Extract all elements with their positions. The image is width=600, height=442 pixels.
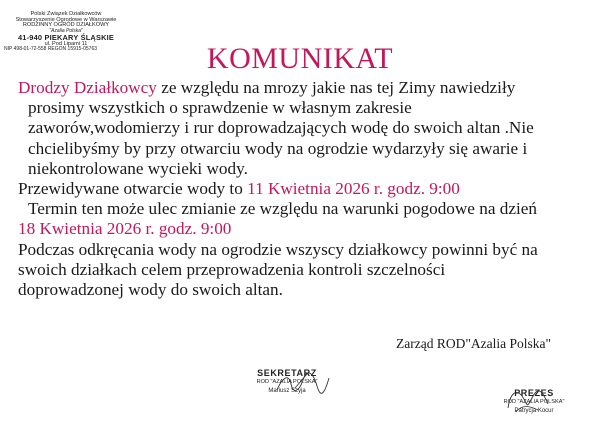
paragraph-line <box>18 219 590 239</box>
document-title: KOMUNIKAT <box>206 42 394 75</box>
opening-date: 11 Kwietnia 2026 r. godz. 9:00 <box>247 179 460 199</box>
stamp-line: Stowarzyszenie Ogrodowe w Warszawie <box>15 16 117 23</box>
stamp-name: Patrycja Kocur <box>514 408 554 414</box>
paragraph-line: Podczas odkręcania wody na ogrodzie wszyscy działkowcy powinni być na <box>18 239 538 259</box>
stamp-line: "Azalia Polska" <box>49 28 83 35</box>
stamp-role: PREZES <box>514 388 554 398</box>
paragraph-line: niekontrolowane wycieki wody. <box>28 158 248 178</box>
handwritten-signature-icon <box>502 384 554 414</box>
stamp-name: Mariusz Szyja <box>268 388 306 394</box>
stamp-org: ROD "AZALIA POLSKA" <box>256 379 318 385</box>
paragraph-line: Termin ten może ulec zmianie ze względu na warunki pogodowe na dzień <box>28 199 537 219</box>
paragraph-line <box>18 78 590 98</box>
stamp-line: ul. Pod Lipami 11 <box>44 40 88 47</box>
paragraph-line: chcielibyśmy by przy otwarciu wody na ogrodzie wydarzyły się awarie i <box>28 138 528 158</box>
paragraph-line: prosimy wszystkich o sprawdzenie w własnym zakresie <box>28 98 412 118</box>
greeting: Drodzy Działkowcy <box>18 78 157 97</box>
paragraph-line: doprowadzonej wody do swoich altan. <box>18 280 283 300</box>
stamp-org: ROD "AZALIA POLSKA" <box>503 399 565 405</box>
stamp-line: RODZINNY OGRÓD DZIAŁKOWY <box>22 22 110 29</box>
handwritten-signature-icon <box>273 370 333 396</box>
president-stamp <box>484 388 584 414</box>
stamp-line: Polski Związek Działkowców <box>30 11 102 17</box>
alternate-date: 18 Kwietnia 2026 r. godz. 9:00 <box>18 219 232 239</box>
text-span: Przewidywane otwarcie wody to <box>18 179 248 199</box>
paragraph-line <box>18 179 590 199</box>
stamp-role: SEKRETARZ <box>257 368 317 378</box>
paragraph-line: swoich działkach celem przeprowadzenia kontroli szczelności <box>18 259 446 279</box>
stamp-line: NIP 498-01-72-558 REGON 15915-05763 <box>4 46 98 53</box>
board-signature: Zarząd ROD"Azalia Polska" <box>396 336 551 351</box>
secretary-stamp <box>233 368 341 394</box>
paragraph-line: zaworów,wodomierzy i rur doprowadzających wodę do swoich altan .Nie <box>28 118 534 138</box>
announcement-body <box>18 78 590 300</box>
stamp-line: 41-940 PIEKARY ŚLĄSKIE <box>18 33 114 43</box>
text-span: ze względu na mrozy jakie nas tej Zimy nawiedziły <box>156 78 516 97</box>
